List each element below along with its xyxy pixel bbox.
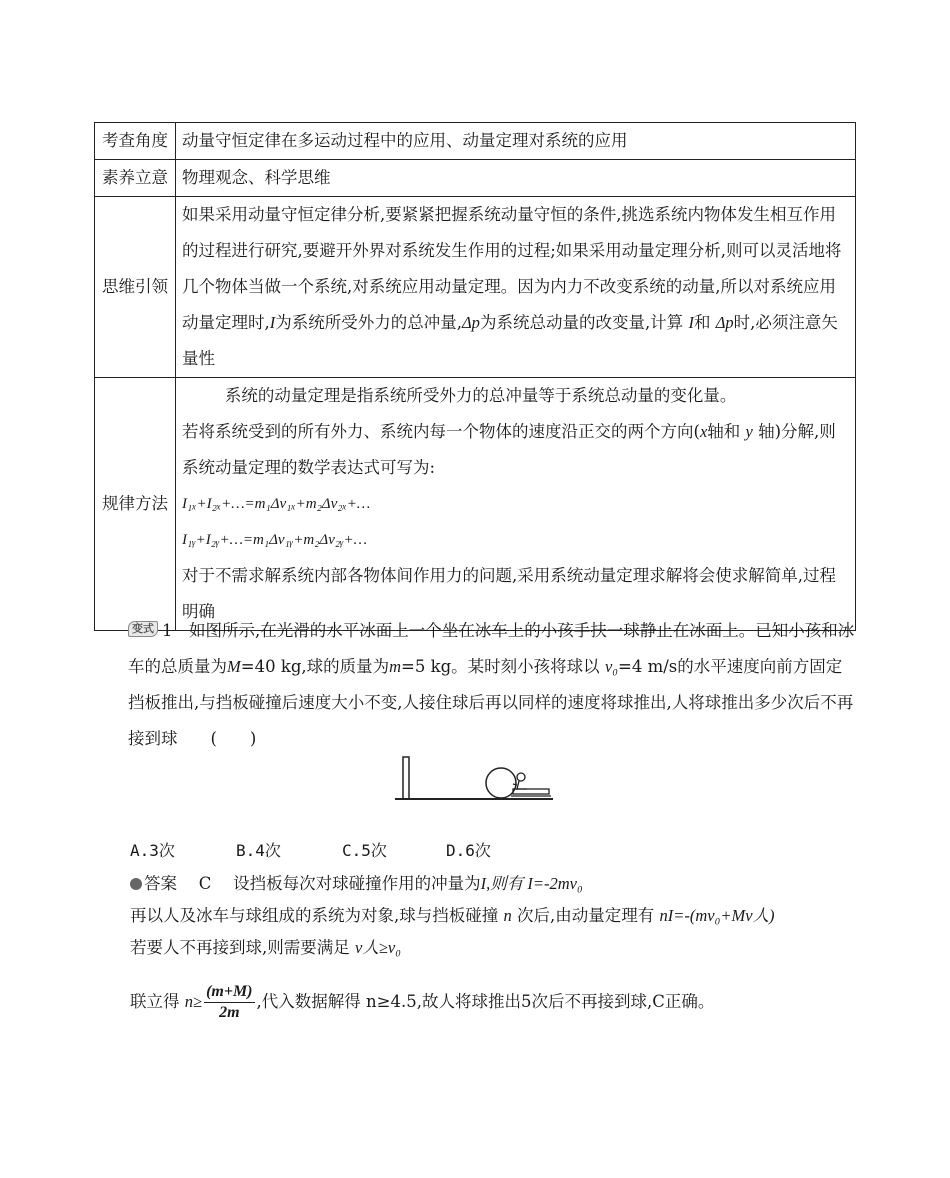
symbol-I: I [480, 874, 487, 893]
option-d: D.6次 [446, 841, 491, 860]
fixed-board [403, 757, 409, 799]
symbol-y: y [745, 422, 753, 441]
equation: nI=-(mv₀+Mv人) [659, 906, 775, 925]
text-span: =4 m/s的水平速度向前方固定挡板推出,与挡板碰撞后速度大小不变,人接住球后再以同样的速度将球推出,人将球推出多少次后不再接到球 [128, 657, 854, 748]
text-span: 再以人及冰车与球组成的系统为对象,球与挡板碰撞 [130, 906, 499, 925]
row-content [176, 197, 856, 378]
answer-blank: ( ) [210, 729, 257, 748]
text-span: 联立得 [130, 992, 180, 1011]
text-span: 次后,由动量定理有 [517, 906, 655, 925]
symbol-m: m [389, 657, 402, 676]
symbol-delta-p: Δp [715, 313, 734, 332]
equation-y: I₁ᵧ+I₂ᵧ+…=m₁Δv₁ᵧ+m₂Δv₂ᵧ+… [182, 532, 367, 548]
problem-number: 1 [162, 621, 173, 640]
row-header: 思维引领 [95, 197, 176, 378]
symbol-v0: v₀ [604, 657, 618, 676]
fraction-denominator: 2m [219, 1004, 240, 1021]
table-row [95, 197, 856, 378]
text-span: ,代入数据解得 [256, 992, 361, 1011]
ice-cart [513, 789, 549, 794]
row-content [176, 378, 856, 631]
text-span: 轴和 [707, 422, 741, 441]
answer-label: 答案 [144, 874, 177, 893]
answer-line [130, 932, 860, 964]
answer-conclusion [130, 982, 860, 1023]
table-row [95, 123, 856, 160]
row-header: 素养立意 [95, 160, 176, 197]
row-content: 物理观念、科学思维 [176, 160, 856, 197]
text-span: 若将系统受到的所有外力、系统内每一个物体的速度沿正交的两个方向( [182, 422, 700, 441]
equation: ,则有 I=-2mv₀ [486, 874, 583, 893]
table-row [95, 160, 856, 197]
symbol-delta-p: Δp [462, 313, 480, 332]
option-b: B.4次 [236, 841, 281, 860]
symbol-x: x [699, 422, 708, 441]
row-header: 考查角度 [95, 123, 176, 160]
text-span: n≥4.5,故人将球推出5次后不再接到球,C正确。 [366, 992, 715, 1011]
method-line: 对于不需求解系统内部各物体间作用力的问题,采用系统动量定理求解将会使求解简单,过程明确 [182, 566, 836, 621]
text-span: 如果采用动量守恒定律分析,要紧紧把握系统动量守恒的条件,挑选系统内物体发生相互作用的过程进行研究,要避开外界对系统发生作用的过程;如果采用动量定理分析,则可以灵活地将几个物体当做一个系统,对系统应用动量定理。因为内力不改变系统的动量,所以对系统应用动量定理时, [182, 205, 842, 332]
variant-badge: 变式 [128, 621, 158, 637]
answer-icon [130, 878, 142, 890]
method-line: 系统的动量定理是指系统所受外力的总冲量等于系统总动量的变化量。 [224, 386, 737, 405]
text-span: 时,必须注意矢量性 [182, 313, 838, 368]
text-span: =5 kg。某时刻小孩将球以 [401, 657, 600, 676]
answer-choice: C [198, 874, 212, 893]
text-span: =40 kg,球的质量为 [240, 657, 390, 676]
answer-line [130, 900, 860, 932]
table-row [95, 378, 856, 631]
answer-options [130, 836, 730, 866]
row-header: 规律方法 [95, 378, 176, 631]
method-line [182, 414, 849, 486]
answer-section [130, 868, 860, 964]
symbol-M: M [227, 657, 241, 676]
answer-line [130, 868, 860, 900]
analysis-table [94, 122, 856, 631]
text-span: 为系统总动量的改变量,计算 [479, 313, 684, 332]
fraction-numerator: (m+M) [204, 982, 254, 1003]
option-a: A.3次 [130, 841, 175, 860]
text-span: 如图所示,在光滑的水平冰面上一个坐在冰车上的小孩手扶一球静止在冰面上。已知小孩和冰车的总质量为 [128, 621, 855, 676]
text-span: 设挡板每次对球碰撞作用的冲量为 [233, 874, 481, 893]
fraction [204, 982, 254, 1023]
child-head [517, 773, 525, 781]
problem-text [128, 613, 858, 757]
text-span: 轴)分解,则系统动量定理的数学表达式可写为: [182, 422, 836, 477]
symbol-n: n [503, 906, 512, 925]
symbol-I: I [688, 313, 694, 332]
text-span: 为系统所受外力的总冲量, [275, 313, 462, 332]
equation-x: I₁ₓ+I₂ₓ+…=m₁Δv₁ₓ+m₂Δv₂ₓ+… [182, 496, 371, 512]
option-c: C.5次 [342, 841, 387, 860]
symbol-n: n≥ [184, 992, 203, 1011]
figure-ice-cart [393, 755, 555, 809]
row-content: 动量守恒定律在多运动过程中的应用、动量定理对系统的应用 [176, 123, 856, 160]
symbol-I: I [269, 313, 276, 332]
ball [486, 768, 516, 798]
text-span: 和 [693, 313, 711, 332]
text-span: 若要人不再接到球,则需要满足 [130, 938, 350, 957]
equation: v人≥v₀ [355, 938, 401, 957]
